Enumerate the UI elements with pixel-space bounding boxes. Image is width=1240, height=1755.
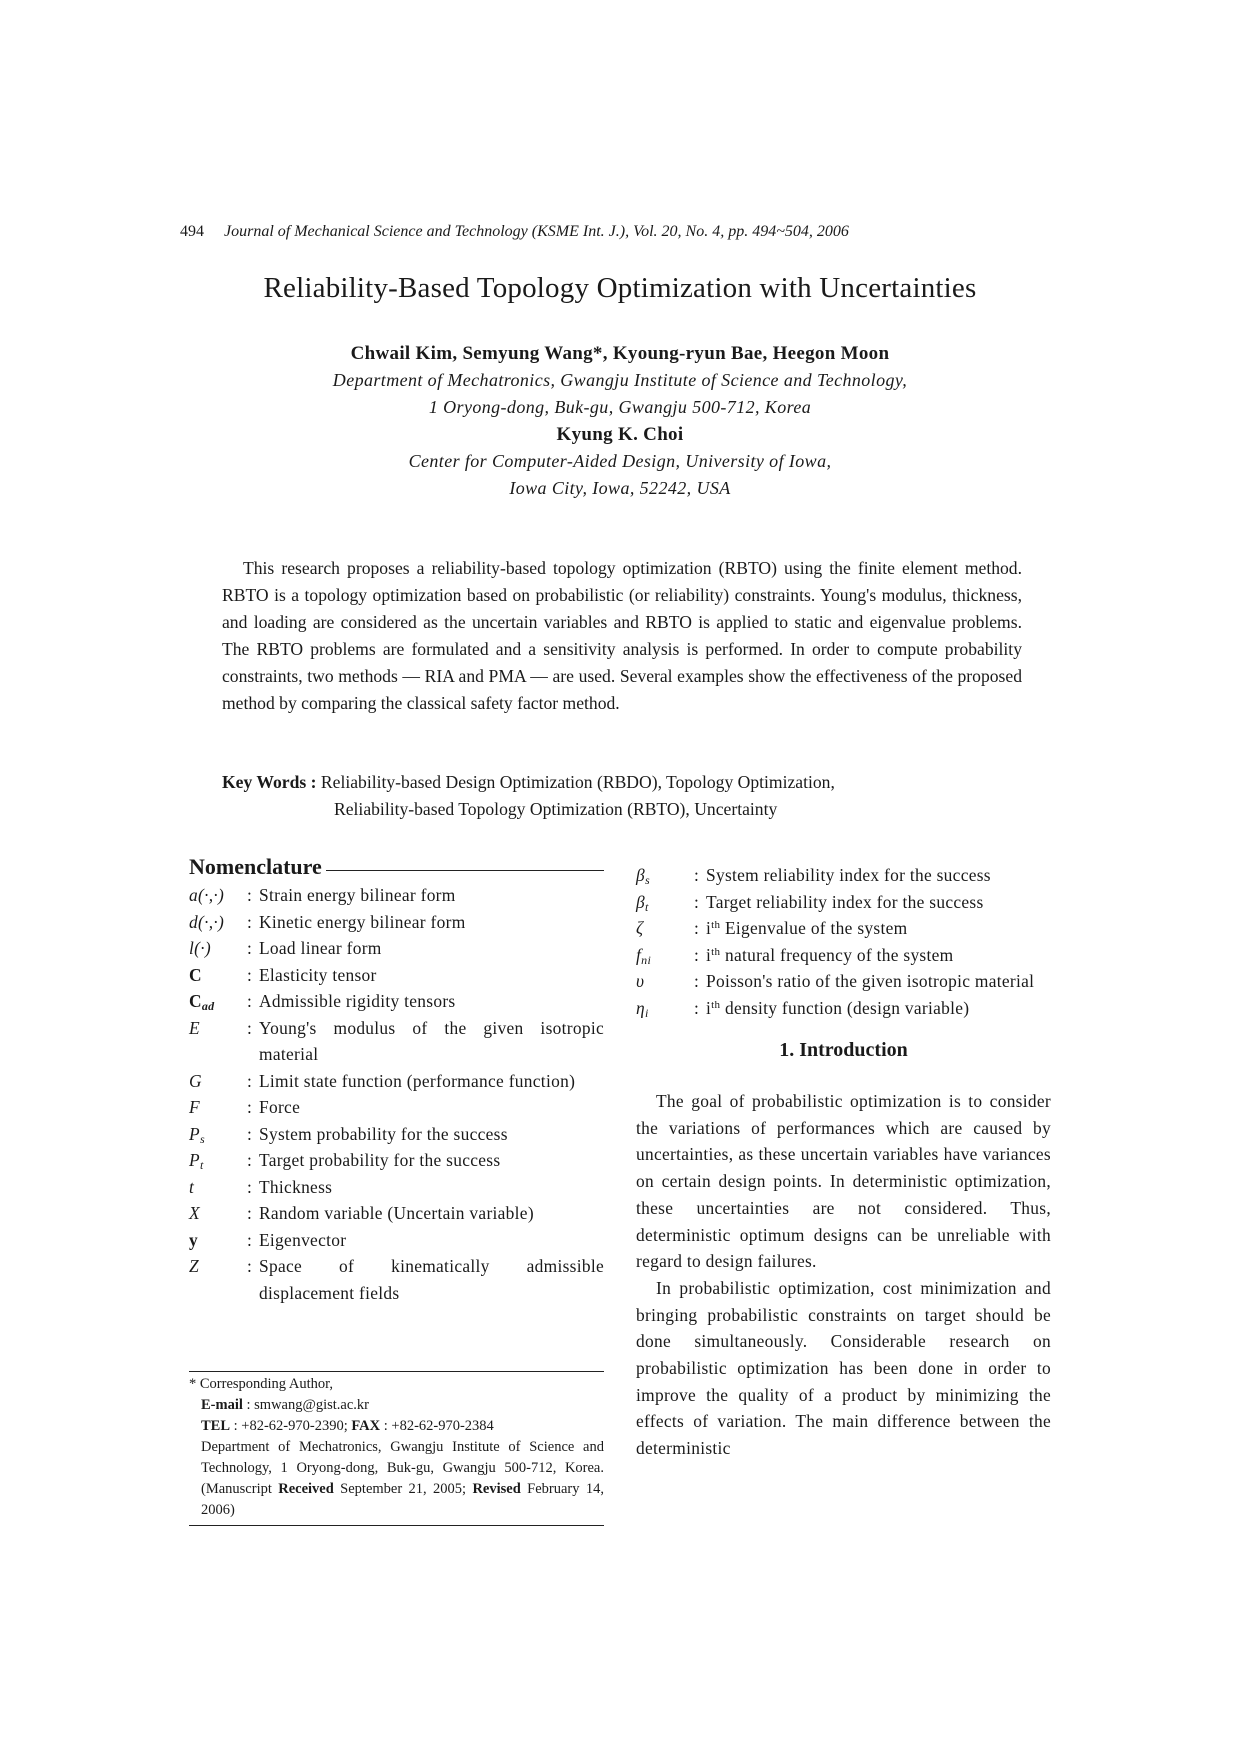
nomenclature-symbol: υ	[636, 971, 645, 991]
fax-value: : +82-62-970-2384	[380, 1418, 494, 1434]
affiliation-1-line-1: Department of Mechatronics, Gwangju Institute of Science and Technology,	[332, 370, 908, 390]
nomenclature-colon: :	[247, 1150, 253, 1170]
nomenclature-colon: :	[247, 1017, 253, 1038]
nomenclature-definition: Space of kinematically admissible displacement fields	[259, 1256, 604, 1303]
nomenclature-item	[189, 1174, 604, 1201]
journal-citation: Journal of Mechanical Science and Technology (KSME Int. J.), Vol. 20, No. 4, pp. 494~504, 2006	[224, 223, 849, 240]
heading-rule	[326, 870, 604, 871]
nomenclature-item	[189, 909, 604, 936]
nomenclature-colon: :	[247, 1229, 253, 1250]
nomenclature-symbol: F	[189, 1097, 200, 1117]
nomenclature-symbol: t	[189, 1176, 195, 1197]
nomenclature-item	[636, 915, 1051, 942]
nomenclature-colon: :	[694, 944, 700, 965]
tel-value: : +82-62-970-2390;	[230, 1418, 352, 1434]
nomenclature-definition: Target probability for the success	[259, 1150, 501, 1170]
nomenclature-item	[189, 962, 604, 989]
nomenclature-definition: Young's modulus of the given isotropic material	[259, 1017, 604, 1064]
nomenclature-symbol: G	[189, 1070, 202, 1091]
nomenclature-item	[636, 942, 1051, 969]
nomenclature-item	[636, 968, 1051, 995]
nomenclature-item	[636, 889, 1051, 916]
email-value: : smwang@gist.ac.kr	[242, 1397, 370, 1413]
nomenclature-item	[189, 1121, 604, 1148]
nomenclature-item	[189, 1015, 604, 1068]
nomenclature-colon: :	[694, 997, 700, 1018]
nomenclature-definition: Limit state function (performance function)	[259, 1070, 576, 1091]
nomenclature-symbol: $P_t$	[189, 1150, 204, 1172]
nomenclature-symbol: E	[189, 1017, 200, 1038]
nomenclature-definition: System probability for the success	[259, 1123, 508, 1144]
nomenclature-colon: :	[247, 1256, 253, 1276]
nomenclature-item	[189, 1094, 604, 1121]
nomenclature-colon: :	[694, 918, 700, 938]
affiliation-2-line-2: Iowa City, Iowa, 52242, USA	[509, 478, 731, 498]
footnote-marker: *	[189, 1376, 197, 1392]
nomenclature-symbol: $\beta_t$	[636, 891, 649, 914]
nomenclature-definition: Thickness	[259, 1176, 333, 1197]
nomenclature-heading-text: Nomenclature	[189, 854, 322, 879]
nomenclature-definition: $i^{th}$ density function (design variable)	[706, 997, 970, 1018]
nomenclature-definition: Poisson's ratio of the given isotropic material	[706, 971, 1035, 991]
nomenclature-colon: :	[247, 991, 253, 1011]
nomenclature-item	[189, 988, 604, 1015]
corresponding-author-footnote	[189, 1371, 604, 1526]
nomenclature-item	[189, 1147, 604, 1174]
nomenclature-definition: $i^{th}$ Eigenvalue of the system	[706, 918, 908, 938]
author-names-2: Kyung K. Choi	[556, 424, 684, 445]
nomenclature-symbol: Z	[189, 1256, 199, 1276]
nomenclature-item	[636, 862, 1051, 889]
keywords-line-1: Reliability-based Design Optimization (RBDO), Topology Optimization,	[320, 772, 835, 792]
nomenclature-item	[189, 1227, 604, 1254]
nomenclature-symbol: $C_{ad}$	[189, 991, 215, 1013]
nomenclature-colon: :	[247, 1176, 253, 1197]
nomenclature-symbol: $f_{ni}$	[636, 944, 652, 967]
nomenclature-symbol: $\beta_s$	[636, 865, 650, 887]
nomenclature-colon: :	[247, 1123, 253, 1144]
nomenclature-definition: Target reliability index for the success	[706, 891, 984, 912]
nomenclature-definition: Elasticity tensor	[259, 964, 377, 985]
section-heading-introduction: 1. Introduction	[779, 1039, 908, 1061]
nomenclature-definition: Force	[259, 1097, 301, 1117]
author-names-1: Chwail Kim, Semyung Wang*, Kyoung-ryun Bae, Heegon Moon	[350, 343, 890, 364]
nomenclature-item	[189, 882, 604, 909]
page-number: 494	[180, 223, 204, 240]
nomenclature-item	[189, 1253, 604, 1306]
footnote-body	[189, 1395, 604, 1521]
revised-value: February 14, 2006)	[201, 1481, 605, 1518]
nomenclature-definition: Eigenvector	[259, 1229, 347, 1250]
fax-label: FAX	[351, 1418, 381, 1434]
received-value: September 21, 2005;	[333, 1481, 473, 1497]
affiliation-2-line-1: Center for Computer-Aided Design, University of Iowa,	[408, 451, 832, 471]
footnote-corresponding: Corresponding Author,	[199, 1376, 334, 1392]
nomenclature-colon: :	[247, 1097, 253, 1117]
nomenclature-definition: System reliability index for the success	[706, 865, 991, 885]
nomenclature-definition: Admissible rigidity tensors	[259, 991, 456, 1011]
nomenclature-definition: Strain energy bilinear form	[259, 885, 456, 905]
nomenclature-colon: :	[694, 891, 700, 912]
nomenclature-symbol: C	[189, 964, 202, 985]
nomenclature-symbol: d(·,·)	[189, 911, 225, 932]
nomenclature-symbol: $P_s$	[189, 1123, 205, 1146]
nomenclature-symbol: y	[189, 1229, 198, 1250]
nomenclature-list-right	[636, 862, 1051, 1021]
revised-label: Revised	[472, 1481, 521, 1497]
nomenclature-item	[189, 1068, 604, 1095]
nomenclature-symbol: X	[189, 1203, 200, 1223]
nomenclature-item	[189, 1200, 604, 1227]
nomenclature-colon: :	[247, 1203, 253, 1223]
nomenclature-definition: Load linear form	[259, 938, 382, 958]
nomenclature-colon: :	[247, 1070, 253, 1091]
nomenclature-colon: :	[694, 865, 700, 885]
right-column	[636, 862, 1051, 1462]
tel-label: TEL	[201, 1418, 231, 1434]
paper-title: Reliability-Based Topology Optimization with Uncertainties	[263, 272, 977, 304]
nomenclature-colon: :	[247, 964, 253, 985]
intro-paragraph-2: In probabilistic optimization, cost minimization and bringing probabilistic constraints on target should be done simultaneously. Considerable research on probabilistic optimization has been done in order to improve the quality of a product by minimizing the effects of variation. The main difference between the deterministic	[636, 1277, 1051, 1459]
left-column	[189, 852, 604, 1306]
authors-block	[0, 340, 1240, 502]
nomenclature-definition: Kinetic energy bilinear form	[259, 911, 466, 932]
nomenclature-list-left	[189, 882, 604, 1306]
nomenclature-heading	[189, 852, 604, 882]
keywords	[222, 769, 1022, 823]
keywords-line-2: Reliability-based Topology Optimization (RBTO), Uncertainty	[334, 799, 778, 819]
affiliation-1-line-2: 1 Oryong-dong, Buk-gu, Gwangju 500-712, Korea	[428, 397, 812, 417]
nomenclature-symbol: $\eta_i$	[636, 997, 649, 1020]
running-head	[180, 223, 1040, 241]
footnote-line-1	[189, 1374, 604, 1395]
nomenclature-colon: :	[694, 971, 700, 991]
nomenclature-colon: :	[247, 885, 253, 905]
nomenclature-definition: $i^{th}$ natural frequency of the system	[706, 944, 954, 965]
footnote-address: Department of Mechatronics, Gwangju Institute of Science and Technology, 1 Oryong-dong, Buk-gu, Gwangju 500-712, Korea. (Manuscript	[201, 1439, 604, 1497]
email-label: E-mail	[201, 1397, 243, 1413]
nomenclature-definition: Random variable (Uncertain variable)	[259, 1203, 534, 1223]
nomenclature-symbol: ζ	[636, 918, 644, 938]
nomenclature-item	[189, 935, 604, 962]
nomenclature-symbol: l(·)	[189, 938, 211, 958]
nomenclature-colon: :	[247, 911, 253, 932]
received-label: Received	[278, 1481, 334, 1497]
intro-paragraph-1: The goal of probabilistic optimization is to consider the variations of performances which are caused by uncertainties, as these uncertain variables have variances on certain design points. In deterministic optimization, these uncertainties are not considered. Thus, deterministic optimum designs can be unreliable with regard to design failures.	[636, 1091, 1051, 1272]
abstract: This research proposes a reliability-based topology optimization (RBTO) using the finite element method. RBTO is a topology optimization based on probabilistic (or reliability) constraints. Young's modulus, thickness, and loading are considered as the uncertain variables and RBTO is applied to static and eigenvalue problems. The RBTO problems are formulated and a sensitivity analysis is performed. In order to compute probability constraints, two methods — RIA and PMA — are used. Several examples show the effectiveness of the proposed method by comparing the classical safety factor method.	[222, 558, 1022, 713]
nomenclature-symbol: a(·,·)	[189, 885, 225, 905]
nomenclature-colon: :	[247, 938, 253, 958]
nomenclature-item	[636, 995, 1051, 1022]
keywords-label: Key Words :	[222, 772, 317, 792]
